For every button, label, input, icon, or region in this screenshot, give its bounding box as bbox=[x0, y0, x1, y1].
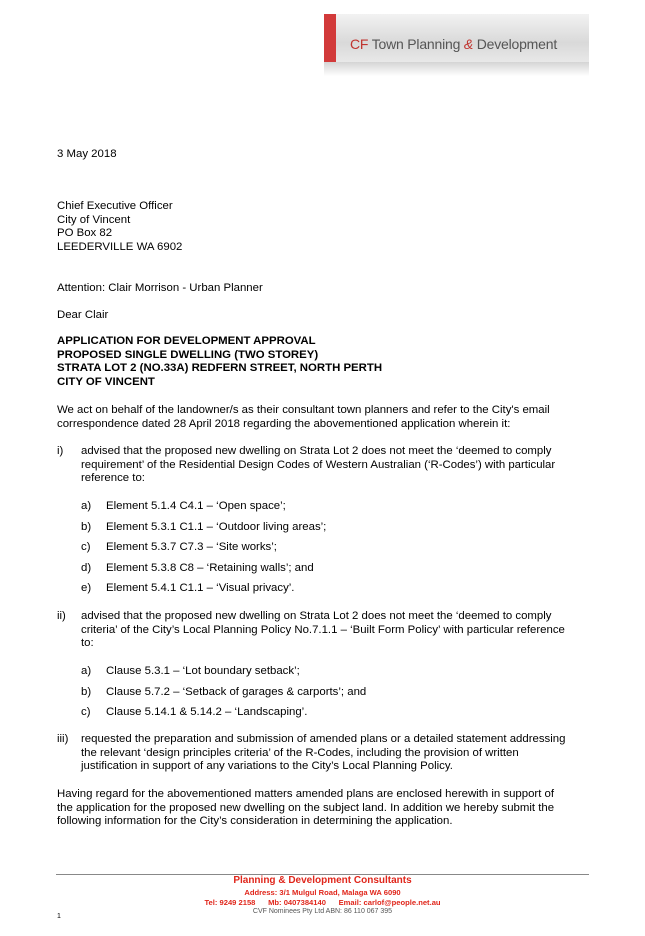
sub-item-text: Element 5.3.1 C1.1 – ‘Outdoor living areas’; bbox=[106, 521, 327, 533]
salutation: Dear Clair bbox=[57, 309, 109, 321]
item-text: requested the preparation and submission of amended plans or a detailed statement addressing the relevant ‘design principles criteria’ of the R-Codes, including the provision of written justification in support of any variations to the City’s Local Planning Policy. bbox=[81, 733, 566, 773]
sub-item-text: Clause 5.7.2 – ‘Setback of garages & carports’; and bbox=[106, 686, 367, 698]
footer-company: CVF Nominees Pty Ltd ABN: 86 110 067 395 bbox=[252, 908, 393, 915]
page-number: 1 bbox=[57, 913, 61, 920]
sub-item-letter: a) bbox=[81, 665, 92, 677]
sub-item-letter: c) bbox=[81, 541, 91, 553]
footer-title: Planning & Development Consultants bbox=[233, 875, 412, 886]
recipient-address: Chief Executive Officer City of Vincent PO Box 82 LEEDERVILLE WA 6902 bbox=[57, 200, 183, 253]
sub-item-letter: a) bbox=[81, 500, 92, 512]
item-number: iii) bbox=[57, 733, 69, 745]
sub-item-letter: e) bbox=[81, 582, 92, 594]
logo-shadow bbox=[324, 62, 589, 76]
footer-address: Address: 3/1 Mulgul Road, Malaga WA 6090 bbox=[244, 888, 401, 897]
sub-item-text: Element 5.3.8 C8 – ‘Retaining walls’; and bbox=[106, 562, 314, 574]
sub-item-letter: c) bbox=[81, 706, 91, 718]
closing-paragraph: Having regard for the abovementioned matters amended plans are enclosed herewith in support of the application for the proposed new dwelling on the subject land. In addition we hereby submit the following information for the City’s consideration in determining the application. bbox=[57, 788, 555, 828]
logo-accent-bar bbox=[324, 14, 336, 62]
logo-text: CF Town Planning & Development bbox=[350, 36, 558, 52]
footer-email-link[interactable]: carlof@people.net.au bbox=[363, 898, 441, 907]
sub-item-letter: b) bbox=[81, 521, 92, 533]
item-number: ii) bbox=[57, 610, 66, 622]
subject-block: APPLICATION FOR DEVELOPMENT APPROVAL PROPOSED SINGLE DWELLING (TWO STOREY) STRATA LOT 2 (NO.33A) REDFERN STREET, NORTH PERTH CITY OF VINCENT bbox=[57, 335, 383, 388]
item-text: advised that the proposed new dwelling on Strata Lot 2 does not meet the ‘deemed to comply requirement’ of the Residential Design Codes of Western Australian (‘R-Codes’) with particular reference to: bbox=[81, 445, 556, 485]
sub-item-text: Clause 5.3.1 – ‘Lot boundary setback’; bbox=[106, 665, 300, 677]
item-number: i) bbox=[57, 445, 64, 457]
sub-item-letter: d) bbox=[81, 562, 92, 574]
item-text: advised that the proposed new dwelling on Strata Lot 2 does not meet the ‘deemed to comply criteria’ of the City’s Local Planning Policy No.7.1.1 – ‘Built Form Policy’ with particular reference to: bbox=[81, 610, 565, 650]
sub-item-text: Element 5.1.4 C4.1 – ‘Open space’; bbox=[106, 500, 286, 512]
sub-item-letter: b) bbox=[81, 686, 92, 698]
intro-paragraph: We act on behalf of the landowner/s as their consultant town planners and refer to the City's email correspondence dated 28 April 2018 regarding the abovementioned application wherein it: bbox=[57, 404, 550, 430]
sub-item-text: Clause 5.14.1 & 5.14.2 – ‘Landscaping’. bbox=[106, 706, 308, 718]
sub-item-text: Element 5.3.7 C7.3 – ‘Site works’; bbox=[106, 541, 277, 553]
sub-item-text: Element 5.4.1 C1.1 – ‘Visual privacy’. bbox=[106, 582, 295, 594]
letter-date: 3 May 2018 bbox=[57, 148, 117, 160]
footer-contacts: Tel: 9249 2158 Mb: 0407384140 Email: carlof@people.net.au bbox=[204, 898, 441, 907]
attention-line: Attention: Clair Morrison - Urban Planner bbox=[57, 282, 263, 294]
